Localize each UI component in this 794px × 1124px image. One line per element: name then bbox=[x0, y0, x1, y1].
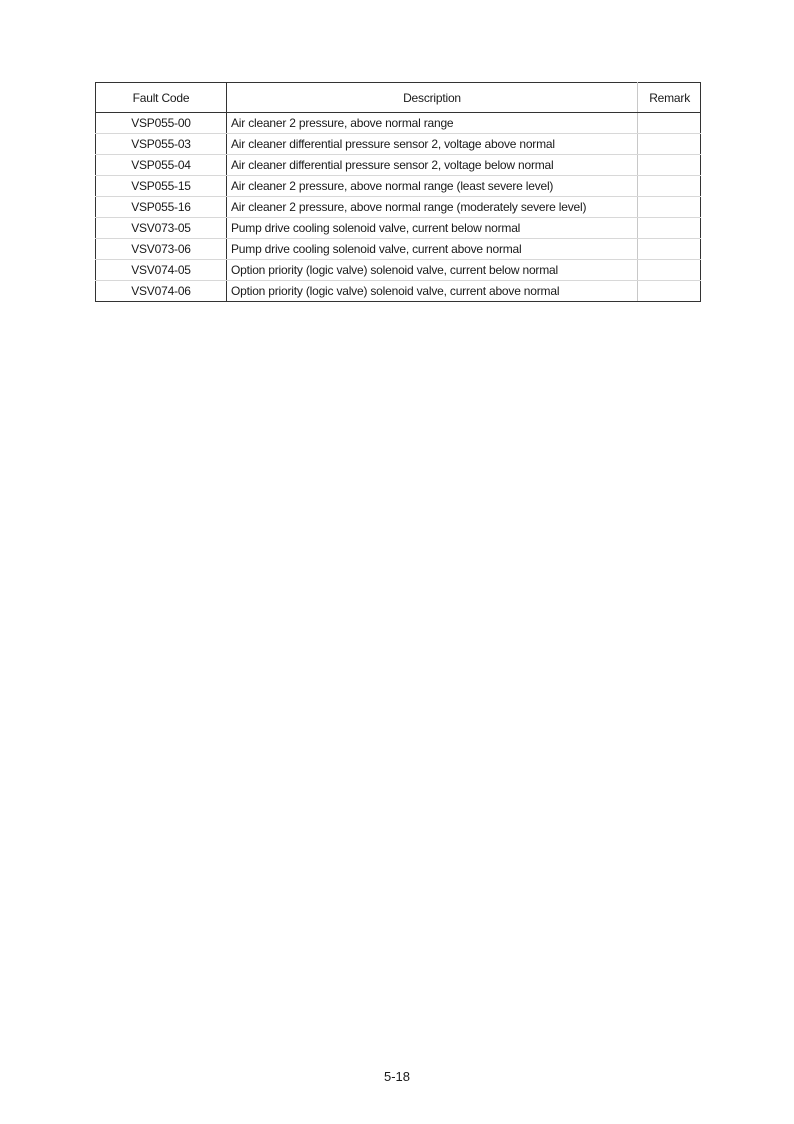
table-row bbox=[96, 134, 701, 155]
fault-code-cell: VSP055-16 bbox=[96, 197, 227, 218]
table-row bbox=[96, 260, 701, 281]
description-cell: Pump drive cooling solenoid valve, current below normal bbox=[227, 218, 638, 239]
description-cell: Air cleaner 2 pressure, above normal range (least severe level) bbox=[227, 176, 638, 197]
header-fault-code: Fault Code bbox=[96, 83, 227, 113]
table-header bbox=[96, 83, 701, 113]
header-remark: Remark bbox=[638, 83, 701, 113]
remark-cell bbox=[638, 239, 701, 260]
remark-cell bbox=[638, 281, 701, 302]
remark-cell bbox=[638, 218, 701, 239]
table-row bbox=[96, 281, 701, 302]
table-row bbox=[96, 239, 701, 260]
remark-cell bbox=[638, 134, 701, 155]
fault-code-cell: VSP055-03 bbox=[96, 134, 227, 155]
table-row bbox=[96, 155, 701, 176]
fault-code-table bbox=[95, 82, 701, 302]
fault-code-cell: VSP055-00 bbox=[96, 113, 227, 134]
description-cell: Option priority (logic valve) solenoid valve, current below normal bbox=[227, 260, 638, 281]
description-cell: Pump drive cooling solenoid valve, current above normal bbox=[227, 239, 638, 260]
remark-cell bbox=[638, 113, 701, 134]
remark-cell bbox=[638, 260, 701, 281]
fault-code-cell: VSP055-15 bbox=[96, 176, 227, 197]
description-cell: Air cleaner differential pressure sensor 2, voltage below normal bbox=[227, 155, 638, 176]
fault-code-cell: VSV074-05 bbox=[96, 260, 227, 281]
fault-code-cell: VSV073-06 bbox=[96, 239, 227, 260]
header-row bbox=[96, 83, 701, 113]
table-row bbox=[96, 197, 701, 218]
description-cell: Air cleaner differential pressure sensor 2, voltage above normal bbox=[227, 134, 638, 155]
description-cell: Option priority (logic valve) solenoid valve, current above normal bbox=[227, 281, 638, 302]
description-cell: Air cleaner 2 pressure, above normal range bbox=[227, 113, 638, 134]
header-description: Description bbox=[227, 83, 638, 113]
remark-cell bbox=[638, 197, 701, 218]
description-cell: Air cleaner 2 pressure, above normal range (moderately severe level) bbox=[227, 197, 638, 218]
table-row bbox=[96, 113, 701, 134]
page-number: 5-18 bbox=[383, 1069, 411, 1084]
table-row bbox=[96, 176, 701, 197]
table-row bbox=[96, 218, 701, 239]
remark-cell bbox=[638, 155, 701, 176]
fault-code-cell: VSP055-04 bbox=[96, 155, 227, 176]
table-body bbox=[96, 113, 701, 302]
fault-code-cell: VSV074-06 bbox=[96, 281, 227, 302]
remark-cell bbox=[638, 176, 701, 197]
fault-code-cell: VSV073-05 bbox=[96, 218, 227, 239]
